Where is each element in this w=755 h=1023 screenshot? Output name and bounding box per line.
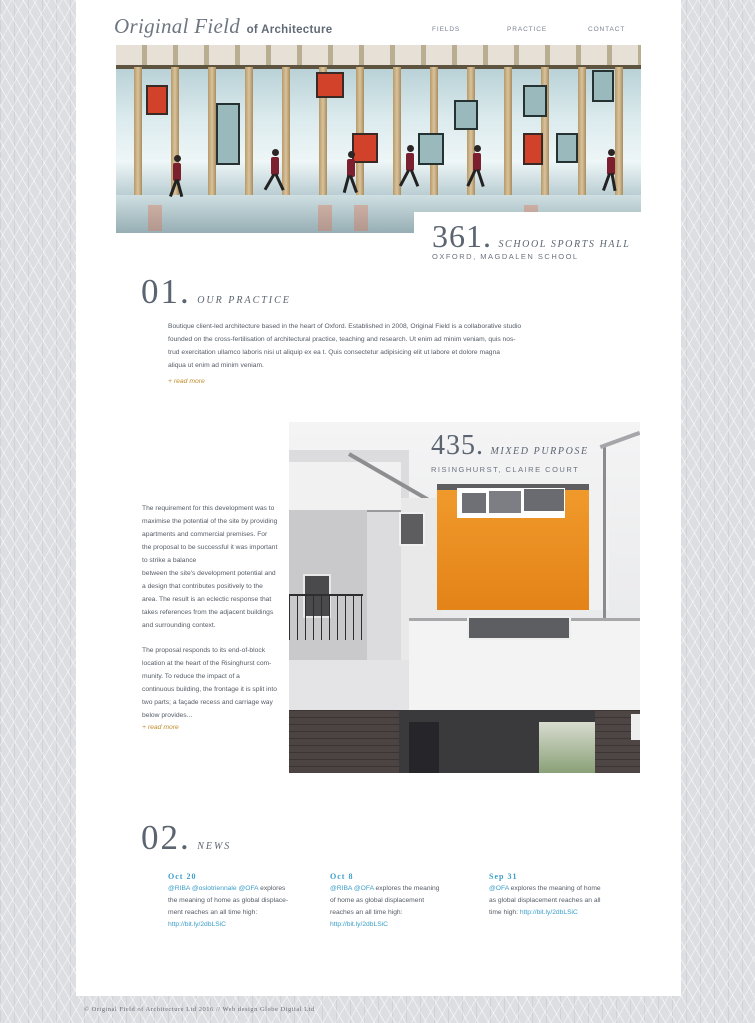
site-logo[interactable] — [114, 14, 332, 39]
news-item — [489, 872, 627, 919]
practice-intro-text — [168, 320, 522, 372]
text-line: two parts; a façade recess and carriage way — [142, 699, 273, 706]
hero-window-red — [146, 85, 168, 115]
news-link[interactable]: http://bit.ly/2dbLSiC — [330, 921, 388, 928]
news-text-line: explores the meaning of home — [508, 885, 601, 892]
project-location: OXFORD, MAGDALEN SCHOOL — [432, 252, 579, 261]
logo-rest-text: of Architecture — [246, 24, 333, 36]
news-item — [330, 872, 468, 931]
project-read-more-link[interactable]: + read more — [142, 724, 179, 731]
nav-practice[interactable]: PRACTICE — [507, 26, 548, 33]
news-text-line: explores the meaning — [373, 885, 440, 892]
section-number: 02. — [141, 818, 191, 857]
text-line: location at the heart of the Risinghurst com- — [142, 660, 272, 667]
news-mentions[interactable]: @OFA — [489, 885, 509, 892]
news-date: Oct 8 — [330, 872, 354, 881]
news-mentions[interactable]: @RIBA @oslotriennale @OFA — [168, 885, 259, 892]
practice-read-more-link[interactable]: + read more — [168, 378, 205, 385]
hero-window — [556, 133, 578, 163]
text-line: continuous building, the frontage it is split into — [142, 686, 277, 693]
text-line: The requirement for this development was to — [142, 505, 275, 512]
hero-window — [418, 133, 444, 165]
section-heading-practice — [141, 274, 291, 309]
project-title: SCHOOL SPORTS HALL — [498, 239, 631, 250]
text-line: munity. To reduce the impact of a — [142, 673, 240, 680]
logo-script-text: Original Field — [114, 14, 241, 38]
news-text — [168, 883, 306, 931]
text-line: trud exercitation ullamco laboris nisi ut aliquip ex ea t. Quis consectetur adipisicing elit ut labore et dolore magna — [168, 349, 500, 356]
news-text-line: reaches an all time high: — [330, 909, 403, 916]
text-line: below provides... — [142, 712, 193, 719]
text-line: between the site's development potential and — [142, 570, 276, 577]
text-line: founded on the cross-fertilisation of architectural practice, teaching and research. Ut enim ad minim veniam, quis nos- — [168, 336, 516, 343]
hero-caption-heading — [432, 220, 630, 252]
hero-window — [592, 70, 614, 102]
news-link[interactable]: http://bit.ly/2dbLSiC — [519, 909, 578, 916]
hero-floor-reflection — [354, 205, 368, 231]
project-number: 361. — [432, 218, 492, 254]
text-line: maximise the potential of the site by providing — [142, 518, 278, 525]
nav-fields[interactable]: FIELDS — [432, 26, 461, 33]
hero-window — [523, 85, 547, 117]
hero-ceiling — [116, 45, 641, 65]
project-location: RISINGHURST, CLAIRE COURT — [431, 465, 580, 474]
news-text — [489, 883, 627, 919]
news-link[interactable]: http://bit.ly/2dbLSiC — [168, 921, 226, 928]
section-title: OUR PRACTICE — [197, 295, 291, 306]
news-text-line: of home as global displacement — [330, 897, 425, 904]
news-text-line: ment reaches an all time high: — [168, 909, 258, 916]
hero-floor-reflection — [148, 205, 162, 231]
text-line: apartments and commercial premises. For — [142, 531, 268, 538]
news-mentions[interactable]: @RIBA @OFA — [330, 885, 374, 892]
text-line: a design that contributes positively to the — [142, 583, 263, 590]
hero-window — [454, 100, 478, 130]
hero-window-red — [316, 72, 344, 98]
news-text — [330, 883, 468, 931]
text-line: takes references from the adjacent buildings — [142, 609, 274, 616]
news-text-line: explores — [258, 885, 286, 892]
footer-copyright: © Original Field of Architecture Ltd 2016 // Web design Globe Digital Ltd — [84, 1006, 315, 1013]
news-date: Oct 20 — [168, 872, 197, 881]
project-title: MIXED PURPOSE — [490, 446, 589, 457]
text-line: the proposal to be successful it was important — [142, 544, 278, 551]
news-item — [168, 872, 306, 931]
hero-caption — [414, 212, 641, 270]
project-image-mixed-purpose[interactable] — [289, 422, 640, 773]
section-title: NEWS — [197, 841, 232, 852]
hero-image-sports-hall[interactable] — [116, 45, 641, 233]
hero-ceiling-beam — [116, 65, 641, 69]
section-heading-news — [141, 820, 231, 855]
section-number: 01. — [141, 272, 191, 311]
project-caption-heading — [431, 432, 589, 460]
project-description — [142, 502, 280, 722]
news-text-line: the meaning of home as global displace- — [168, 897, 289, 904]
hero-window — [216, 103, 240, 165]
hero-window-red — [352, 133, 378, 163]
page-panel — [76, 0, 681, 996]
news-date: Sep 31 — [489, 872, 518, 881]
hero-floor-reflection — [318, 205, 332, 231]
text-line: Boutique client-led architecture based in the heart of Oxford. Established in 2008, Original Field is a collaborative studio — [168, 323, 522, 330]
nav-contact[interactable]: CONTACT — [588, 26, 626, 33]
text-line: The proposal responds to its end-of-block — [142, 647, 266, 654]
text-line: area. The result is an eclectic response that — [142, 596, 272, 603]
text-line: to strike a balance — [142, 557, 197, 564]
news-text-line: as global displacement reaches an all — [489, 897, 601, 904]
project-number: 435. — [431, 430, 484, 461]
text-line: and surrounding context. — [142, 622, 216, 629]
news-text-line: time high: — [489, 909, 520, 916]
hero-window-red — [523, 133, 543, 165]
text-line: aliqua ut enim ad minim veniam. — [168, 362, 264, 369]
